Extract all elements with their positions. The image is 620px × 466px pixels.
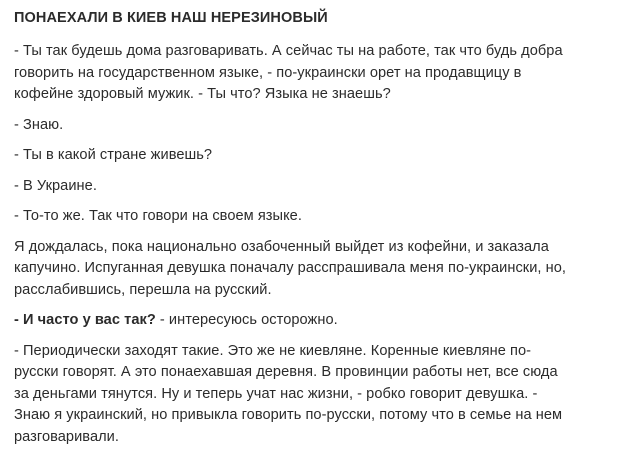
paragraph-line: - Знаю. — [14, 116, 64, 133]
paragraph-line: - Ты в какой стране живешь? — [14, 147, 213, 163]
paragraph-line: говорить на государственном языке, - по-украински орет на продавщицу в — [14, 64, 522, 81]
paragraph-7 — [14, 310, 614, 332]
paragraph-1 — [14, 41, 614, 106]
paragraph-8 — [14, 341, 614, 449]
paragraph-line: - Ты так будешь дома разговаривать. А сейчас ты на работе, так что будь добра — [14, 43, 563, 59]
paragraph-line: за деньгами тянутся. Ну и теперь учат нас жизни, - робко говорит девушка. - — [14, 385, 538, 402]
paragraph-line: расслабившись, перешла на русский. — [14, 281, 272, 298]
paragraph-line-mixed — [14, 310, 614, 332]
paragraph-line: русски говорят. А это понаехавшая деревня. В провинции работы нет, все сюда — [14, 364, 558, 380]
paragraph-5 — [14, 206, 614, 228]
paragraph-line: - То-то же. Так что говори на своем языке. — [14, 208, 302, 224]
paragraph-text: - интересуюсь осторожно. — [155, 312, 338, 328]
paragraph-line: - Периодически заходят такие. Это же не киевляне. Коренные киевляне по- — [14, 342, 532, 359]
paragraph-line: капучино. Испуганная девушка поначалу расспрашивала меня по-украински, но, — [14, 260, 567, 276]
paragraph-2 — [14, 115, 614, 137]
article-title: ПОНАЕХАЛИ В КИЕВ НАШ НЕРЕЗИНОВЫЙ — [14, 10, 328, 26]
paragraph-line: - В Украине. — [14, 177, 97, 194]
paragraph-4 — [14, 176, 614, 198]
bold-question: - И часто у вас так? — [14, 312, 156, 328]
article — [14, 8, 614, 457]
paragraph-line: Я дождалась, пока национально озабоченный выйдет из кофейни, и заказала — [14, 238, 549, 255]
paragraph-line: разговаривали. — [14, 428, 119, 445]
paragraph-line: Знаю я украинский, но привыкла говорить по-русски, потому что в семье на нем — [14, 407, 563, 423]
paragraph-3 — [14, 145, 614, 167]
paragraph-6 — [14, 237, 614, 302]
paragraph-line: кофейне здоровый мужик. - Ты что? Языка не знаешь? — [14, 86, 391, 102]
